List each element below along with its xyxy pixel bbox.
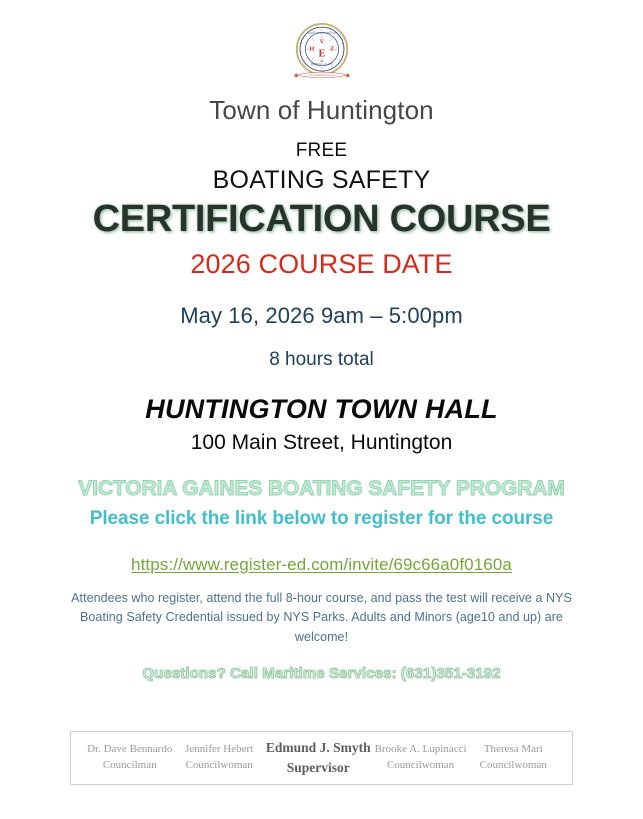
register-prompt: Please click the link below to register for the course <box>89 508 554 530</box>
svg-text:1653: 1653 <box>319 60 324 64</box>
official-name: Brooke A. Lupinacci <box>374 743 467 756</box>
page-title: CERTIFICATION COURSE <box>92 197 551 240</box>
course-date-heading: 2026 COURSE DATE <box>190 249 453 280</box>
svg-text:TOWN OF HUNTINGTON: TOWN OF HUNTINGTON <box>306 32 337 35</box>
course-duration: 8 hours total <box>269 348 374 370</box>
official-entry <box>469 742 558 774</box>
free-label: FREE <box>295 139 348 161</box>
official-title: Councilwoman <box>185 759 253 771</box>
official-entry <box>85 742 174 774</box>
officials-footer <box>70 731 573 785</box>
official-title: Councilman <box>102 759 157 771</box>
venue-name: HUNTINGTON TOWN HALL <box>145 393 498 424</box>
svg-text:E: E <box>318 48 325 60</box>
official-entry-supervisor <box>264 738 373 777</box>
svg-text:SUFFOLK CO., N.Y.: SUFFOLK CO., N.Y. <box>310 62 333 66</box>
official-entry <box>373 742 469 774</box>
registration-link-row <box>0 555 643 575</box>
official-title: Councilwoman <box>479 759 547 771</box>
svg-text:THE TOWN OF EAGLES: THE TOWN OF EAGLES <box>308 74 335 78</box>
official-name: Edmund J. Smyth <box>265 740 371 756</box>
town-seal-icon <box>286 16 358 88</box>
svg-text:V: V <box>319 38 324 46</box>
official-title: Supervisor <box>286 760 350 775</box>
official-name: Jennifer Hebert <box>185 743 254 756</box>
svg-text:Z: Z <box>329 45 334 53</box>
svg-text:H: H <box>308 45 314 53</box>
official-name: Dr. Dave Bennardo <box>87 743 173 756</box>
official-entry <box>174 742 263 774</box>
registration-link[interactable]: https://www.register-ed.com/invite/69c66a0f0160a <box>131 554 512 574</box>
official-title: Councilwoman <box>386 759 455 771</box>
seal-container <box>0 0 643 88</box>
town-name: Town of Huntington <box>209 95 434 125</box>
venue-address: 100 Main Street, Huntington <box>190 430 453 454</box>
course-subject: BOATING SAFETY <box>212 165 431 194</box>
program-name: VICTORIA GAINES BOATING SAFETY PROGRAM <box>78 476 565 500</box>
questions-contact: Questions? Call Maritime Services: (631)351-3192 <box>142 665 501 683</box>
fine-print: Attendees who register, attend the full 8-hour course, and pass the test will receive a NYS Boating Safety Credential issued by NYS Parks. Adults and Minors (age10 and up) are welcome! <box>71 590 572 644</box>
official-name: Theresa Mari <box>483 743 543 756</box>
course-date-time: May 16, 2026 9am – 5:00pm <box>180 302 463 328</box>
